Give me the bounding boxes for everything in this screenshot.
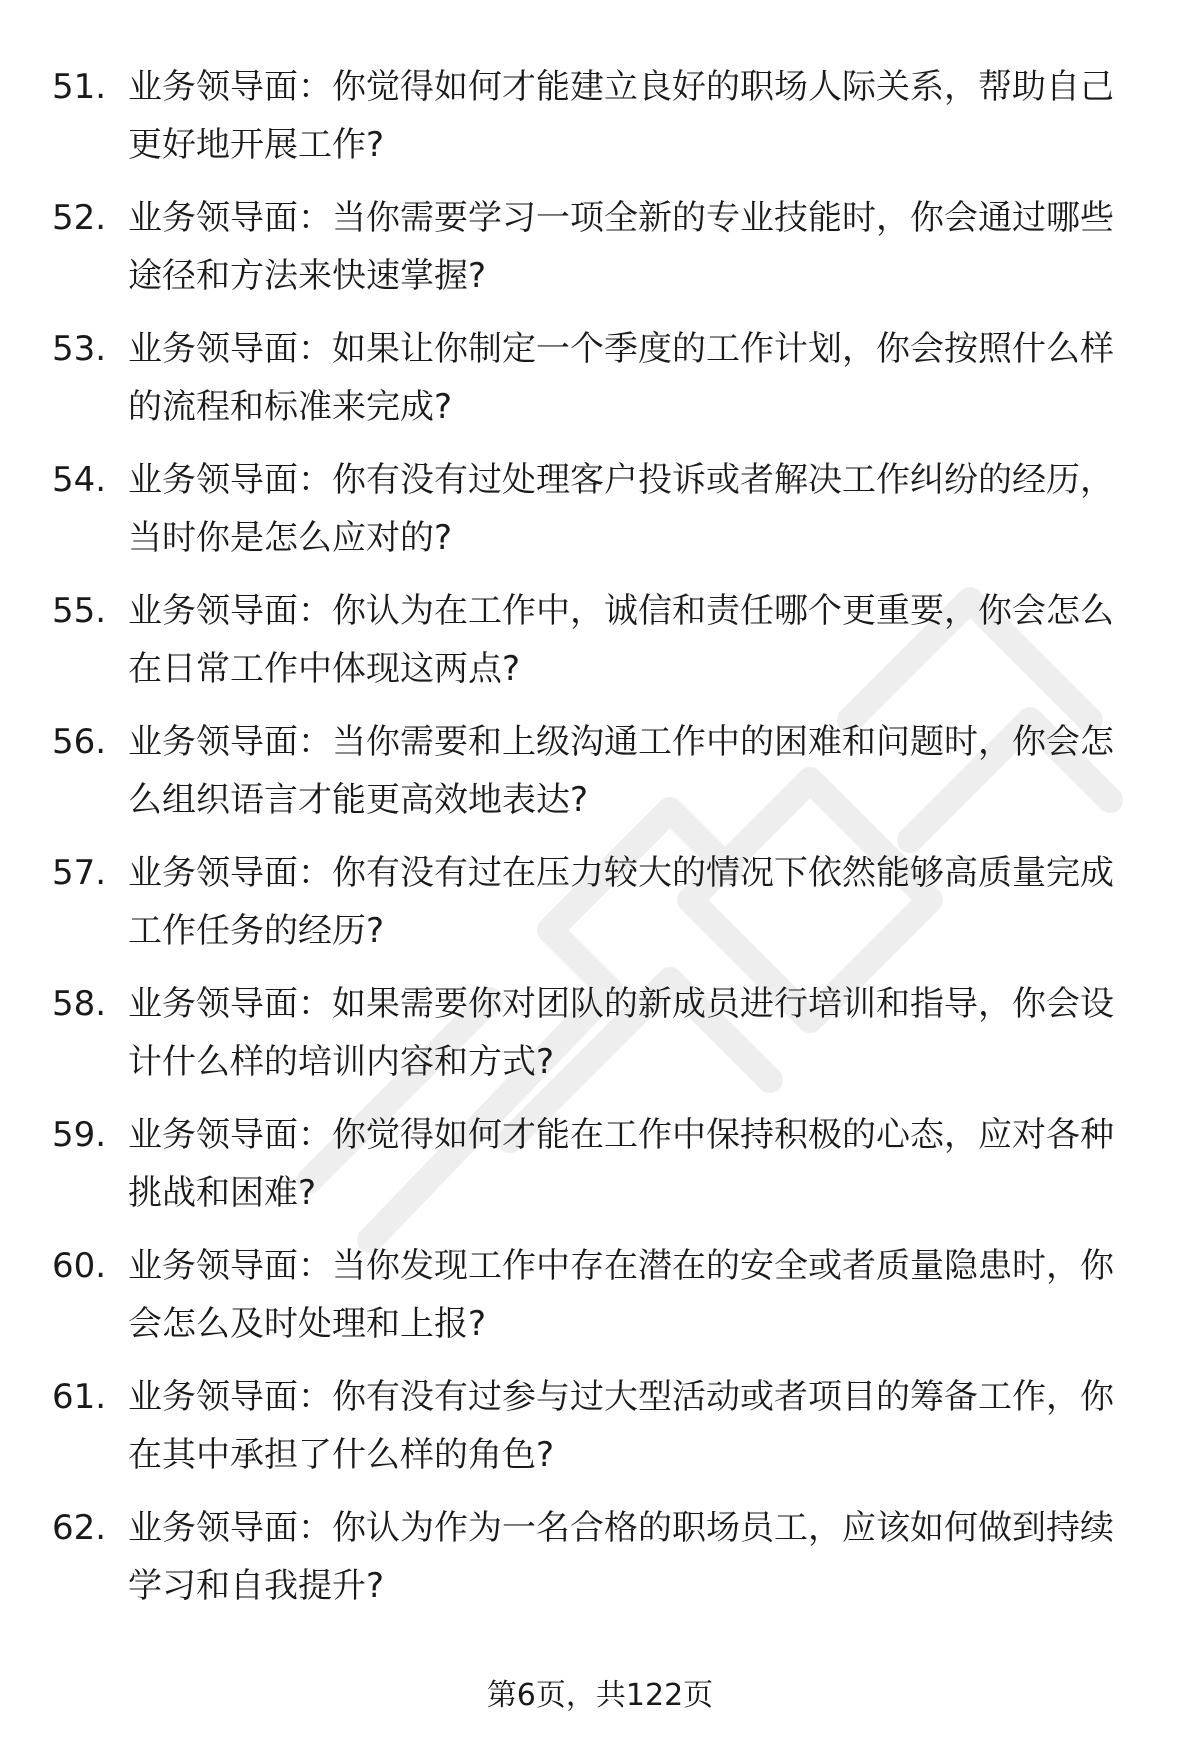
question-text: 业务领导面：你有没有过参与过大型活动或者项目的筹备工作，你在其中承担了什么样的角色? xyxy=(128,1377,1114,1475)
question-number: 61. xyxy=(52,1377,107,1417)
question-item xyxy=(0,975,1200,1106)
question-number: 57. xyxy=(52,853,107,893)
question-number: 56. xyxy=(52,722,107,762)
question-number: 55. xyxy=(52,591,107,631)
question-item xyxy=(0,58,1200,189)
question-item xyxy=(0,582,1200,713)
question-number: 51. xyxy=(52,67,107,107)
question-number: 60. xyxy=(52,1246,107,1286)
interview-question-list xyxy=(0,58,1200,1630)
question-text: 业务领导面：你有没有过处理客户投诉或者解决工作纠纷的经历，当时你是怎么应对的? xyxy=(128,460,1114,558)
question-item xyxy=(0,451,1200,582)
page-footer: 第6页，共122页 xyxy=(486,1678,714,1713)
question-text: 业务领导面：如果需要你对团队的新成员进行培训和指导，你会设计什么样的培训内容和方式? xyxy=(128,984,1114,1082)
question-number: 59. xyxy=(52,1115,107,1155)
question-text: 业务领导面：你认为作为一名合格的职场员工，应该如何做到持续学习和自我提升? xyxy=(128,1508,1114,1606)
question-number: 62. xyxy=(52,1508,107,1548)
question-item xyxy=(0,1499,1200,1630)
question-text: 业务领导面：你有没有过在压力较大的情况下依然能够高质量完成工作任务的经历? xyxy=(128,853,1114,951)
question-text: 业务领导面：你觉得如何才能在工作中保持积极的心态，应对各种挑战和困难? xyxy=(128,1115,1114,1213)
question-text: 业务领导面：你认为在工作中，诚信和责任哪个更重要，你会怎么在日常工作中体现这两点? xyxy=(128,591,1114,689)
question-number: 52. xyxy=(52,198,107,238)
question-item xyxy=(0,1106,1200,1237)
question-number: 54. xyxy=(52,460,107,500)
question-number: 53. xyxy=(52,329,107,369)
question-item xyxy=(0,713,1200,844)
question-item xyxy=(0,189,1200,320)
question-text: 业务领导面：如果让你制定一个季度的工作计划，你会按照什么样的流程和标准来完成? xyxy=(128,329,1114,427)
question-number: 58. xyxy=(52,984,107,1024)
question-text: 业务领导面：当你需要学习一项全新的专业技能时，你会通过哪些途径和方法来快速掌握? xyxy=(128,198,1114,296)
question-text: 业务领导面：你觉得如何才能建立良好的职场人际关系，帮助自己更好地开展工作? xyxy=(128,67,1114,165)
question-item xyxy=(0,844,1200,975)
question-text: 业务领导面：当你需要和上级沟通工作中的困难和问题时，你会怎么组织语言才能更高效地表达? xyxy=(128,722,1114,820)
question-text: 业务领导面：当你发现工作中存在潜在的安全或者质量隐患时，你会怎么及时处理和上报? xyxy=(128,1246,1114,1344)
question-item xyxy=(0,1368,1200,1499)
question-item xyxy=(0,320,1200,451)
question-item xyxy=(0,1237,1200,1368)
